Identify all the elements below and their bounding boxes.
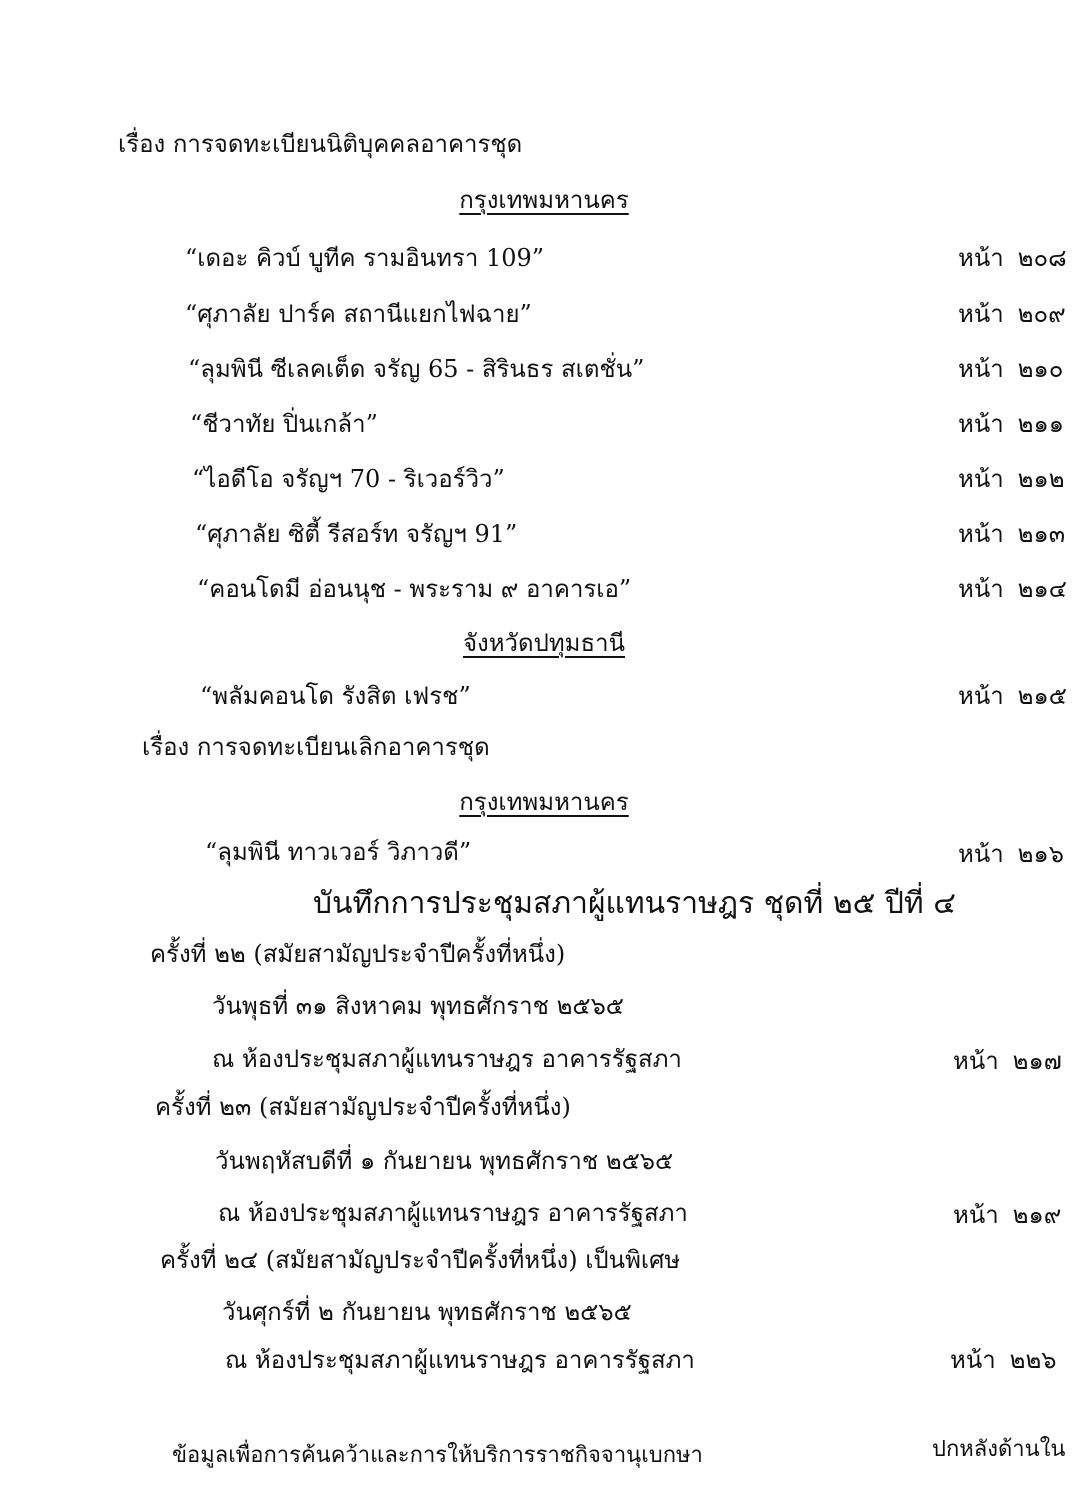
page-reference (953, 1199, 1061, 1231)
entry-title: “ลุมพินี ซีเลคเต็ด จรัญ 65 - สิรินธร สเตชั่น” (188, 355, 645, 383)
page-label: หน้า (958, 300, 1004, 328)
page-label: หน้า (958, 355, 1004, 383)
entry-title: “ชีวาทัย ปิ่นเกล้า” (190, 410, 378, 438)
page-number: ๒๑๕ (1017, 682, 1067, 710)
page-reference (958, 573, 1067, 605)
entry-title: “ศุภาลัย ปาร์ค สถานีแยกไฟฉาย” (185, 300, 532, 328)
meeting-session: ครั้งที่ ๒๔ (สมัยสามัญประจำปีครั้งที่หนึ่ง) เป็นพิเศษ (160, 1246, 681, 1274)
page-reference (958, 242, 1067, 274)
entry-title: “ศุภาลัย ซิตี้ รีสอร์ท จรัญฯ 91” (195, 520, 518, 548)
meeting-date: วันพุธที่ ๓๑ สิงหาคม พุทธศักราช ๒๕๖๕ (212, 992, 624, 1020)
region-heading-bangkok: กรุงเทพมหานคร (459, 788, 629, 816)
meeting-date: วันพฤหัสบดีที่ ๑ กันยายน พุทธศักราช ๒๕๖๕ (215, 1147, 674, 1175)
page-number: ๒๑๑ (1017, 410, 1064, 438)
entry-title: “คอนโดมี อ่อนนุช - พระราม ๙ อาคารเอ” (197, 575, 632, 603)
entry-title: “ไอดีโอ จรัญฯ 70 - ริเวอร์วิว” (192, 465, 505, 493)
page-reference (950, 1344, 1057, 1376)
section-heading: เรื่อง การจดทะเบียนเลิกอาคารชุด (142, 733, 490, 761)
page-number: ๒๒๖ (1009, 1346, 1057, 1374)
page-number: ๒๐๘ (1017, 244, 1067, 272)
page-label: หน้า (958, 465, 1004, 493)
page-reference (958, 838, 1064, 870)
section-heading: เรื่อง การจดทะเบียนนิติบุคคลอาคารชุด (118, 130, 523, 158)
region-heading-pathum-thani: จังหวัดปทุมธานี (462, 629, 626, 657)
page-label: หน้า (950, 1346, 996, 1374)
page-label: หน้า (958, 682, 1004, 710)
entry-title: “พลัมคอนโด รังสิต เฟรช” (200, 682, 471, 710)
page-number: ๒๑๗ (1012, 1047, 1062, 1075)
page-reference (958, 353, 1063, 385)
page-number: ๒๑๒ (1017, 465, 1065, 493)
page-reference (958, 680, 1067, 712)
page-label: หน้า (958, 575, 1004, 603)
meeting-venue: ณ ห้องประชุมสภาผู้แทนราษฎร อาคารรัฐสภา (212, 1045, 682, 1073)
page-label: หน้า (953, 1201, 999, 1229)
page-number: ๒๑๐ (1017, 355, 1064, 383)
page-number: ๒๑๓ (1017, 520, 1066, 548)
page-reference (953, 1045, 1062, 1077)
page-reference (958, 463, 1065, 495)
footer-right: ปกหลังด้านใน (932, 1437, 1066, 1462)
page-reference (958, 298, 1066, 330)
page-label: หน้า (958, 520, 1004, 548)
meeting-date: วันศุกร์ที่ ๒ กันยายน พุทธศักราช ๒๕๖๕ (222, 1298, 632, 1326)
page-label: หน้า (953, 1047, 999, 1075)
page-number: ๒๑๔ (1017, 575, 1067, 603)
meeting-venue: ณ ห้องประชุมสภาผู้แทนราษฎร อาคารรัฐสภา (225, 1346, 695, 1374)
minutes-title: บันทึกการประชุมสภาผู้แทนราษฎร ชุดที่ ๒๕ ปีที่ ๔ (313, 886, 956, 921)
page-number: ๒๐๙ (1017, 300, 1066, 328)
meeting-session: ครั้งที่ ๒๒ (สมัยสามัญประจำปีครั้งที่หนึ่ง) (150, 940, 566, 968)
region-heading-bangkok: กรุงเทพมหานคร (459, 186, 629, 214)
page-number: ๒๑๙ (1012, 1201, 1062, 1229)
page-reference (958, 518, 1065, 550)
page-reference (958, 408, 1064, 440)
footer-note: ข้อมูลเพื่อการค้นคว้าและการให้บริการราชกิจจานุเบกษา (172, 1443, 703, 1468)
meeting-venue: ณ ห้องประชุมสภาผู้แทนราษฎร อาคารรัฐสภา (218, 1199, 688, 1227)
page-label: หน้า (958, 410, 1004, 438)
entry-title: “เดอะ คิวบ์ บูทีค รามอินทรา 109” (185, 244, 545, 272)
meeting-session: ครั้งที่ ๒๓ (สมัยสามัญประจำปีครั้งที่หนึ่ง) (155, 1093, 571, 1121)
page-label: หน้า (958, 244, 1004, 272)
entry-title: “ลุมพินี ทาวเวอร์ วิภาวดี” (205, 838, 472, 866)
page-label: หน้า (958, 840, 1004, 868)
page-number: ๒๑๖ (1017, 840, 1064, 868)
